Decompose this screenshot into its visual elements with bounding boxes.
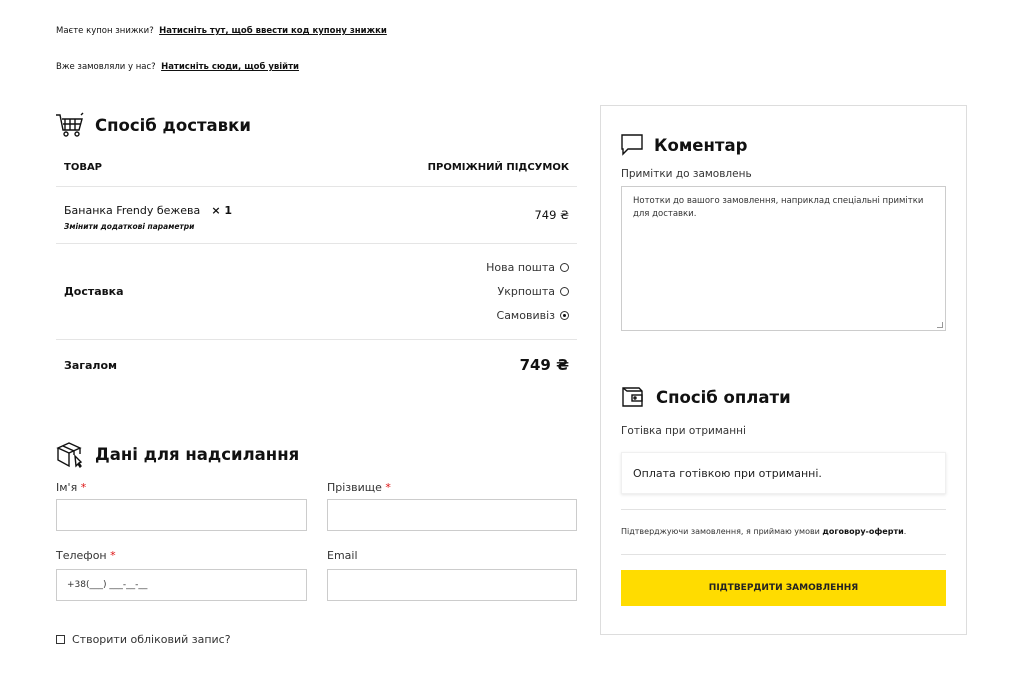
resize-handle-icon[interactable] [937, 322, 943, 328]
column-product: ТОВАР [64, 161, 103, 173]
shipping-data-heading [55, 440, 299, 468]
last-name-label [327, 481, 391, 494]
phone-label-text: Телефон [56, 549, 107, 562]
shipping-label: Доставка [64, 285, 124, 298]
shipping-option-label: Укрпошта [497, 285, 555, 298]
coupon-notice-text: Маєте купон знижки? [56, 26, 154, 36]
order-table-header [56, 148, 577, 187]
phone-field[interactable] [56, 569, 307, 601]
email-label [327, 549, 358, 562]
radio-button[interactable] [560, 263, 569, 272]
required-mark: * [80, 481, 87, 494]
divider [621, 509, 946, 510]
total-value: 749 ₴ [519, 356, 569, 374]
shipping-option-label: Самовивіз [496, 309, 555, 322]
shipping-options [486, 261, 569, 322]
create-account-option[interactable] [56, 633, 231, 646]
order-notes-textarea[interactable] [621, 186, 946, 331]
side-panel [600, 105, 967, 635]
comment-heading [620, 133, 747, 157]
first-name-field[interactable] [56, 499, 307, 531]
shipping-data-title: Дані для надсилання [95, 444, 300, 464]
confirm-order-button[interactable]: ПІДТВЕРДИТИ ЗАМОВЛЕННЯ [621, 570, 946, 606]
terms-text [621, 527, 906, 536]
create-account-checkbox[interactable] [56, 635, 65, 644]
cart-icon [55, 112, 85, 138]
total-row [56, 340, 577, 390]
table-row [56, 187, 577, 244]
shipping-option-nova-poshta[interactable] [486, 261, 569, 274]
terms-text-end: . [903, 527, 907, 536]
coupon-notice [56, 26, 387, 36]
coupon-link[interactable]: Натисніть тут, щоб ввести код купону знижки [159, 26, 387, 36]
shipping-option-pickup[interactable] [497, 309, 569, 322]
product-price: 749 ₴ [534, 208, 569, 222]
product-name[interactable]: Бананка Frendy бежева [64, 204, 201, 217]
column-subtotal: ПРОМІЖНИЙ ПІДСУМОК [427, 161, 569, 173]
payment-method-description: Оплата готівкою при отриманні. [633, 466, 822, 480]
shipping-option-ukrposhta[interactable] [498, 285, 569, 298]
shipping-option-label: Нова пошта [486, 261, 555, 274]
required-mark: * [385, 481, 391, 494]
shipping-row [56, 244, 577, 340]
terms-link[interactable]: договору-оферти [822, 527, 904, 536]
radio-button-checked[interactable] [560, 311, 569, 320]
payment-heading [620, 384, 791, 410]
change-options-link[interactable]: Змінити додаткові параметри [64, 222, 195, 231]
notes-placeholder: Нототки до вашого замовлення, наприклад спеціальні примітки для доставки. [633, 196, 924, 220]
terms-text-body: Підтверджуючи замовлення, я приймаю умови [621, 527, 823, 536]
divider [621, 554, 946, 555]
product-qty: × 1 [211, 204, 233, 217]
login-link[interactable]: Натисніть сюди, щоб увійти [161, 62, 300, 72]
radio-button[interactable] [560, 287, 569, 296]
delivery-heading [55, 112, 251, 138]
first-name-label [56, 481, 86, 494]
speech-bubble-icon [620, 133, 644, 157]
first-name-label-text: Ім'я [56, 481, 78, 494]
phone-label [56, 549, 116, 562]
email-field[interactable] [327, 569, 577, 601]
notes-label: Примітки до замовлень [621, 168, 752, 180]
payment-method-label[interactable]: Готівка при отриманні [621, 425, 746, 437]
total-label: Загалом [64, 358, 118, 372]
login-notice-text: Вже замовляли у нас? [56, 62, 156, 72]
comment-title: Коментар [654, 135, 748, 155]
delivery-title: Спосіб доставки [95, 115, 251, 135]
payment-title: Спосіб оплати [656, 387, 791, 407]
package-icon [55, 440, 85, 468]
payment-method-box [621, 452, 946, 494]
last-name-field[interactable] [327, 499, 577, 531]
wallet-icon [620, 384, 646, 410]
required-mark: * [110, 549, 116, 562]
create-account-label: Створити обліковий запис? [72, 633, 231, 646]
order-table [56, 148, 577, 390]
last-name-label-text: Прізвище [327, 481, 382, 494]
login-notice [56, 62, 299, 72]
email-label-text: Email [327, 549, 358, 562]
phone-value: +38(___) ___-__-__ [67, 580, 148, 590]
